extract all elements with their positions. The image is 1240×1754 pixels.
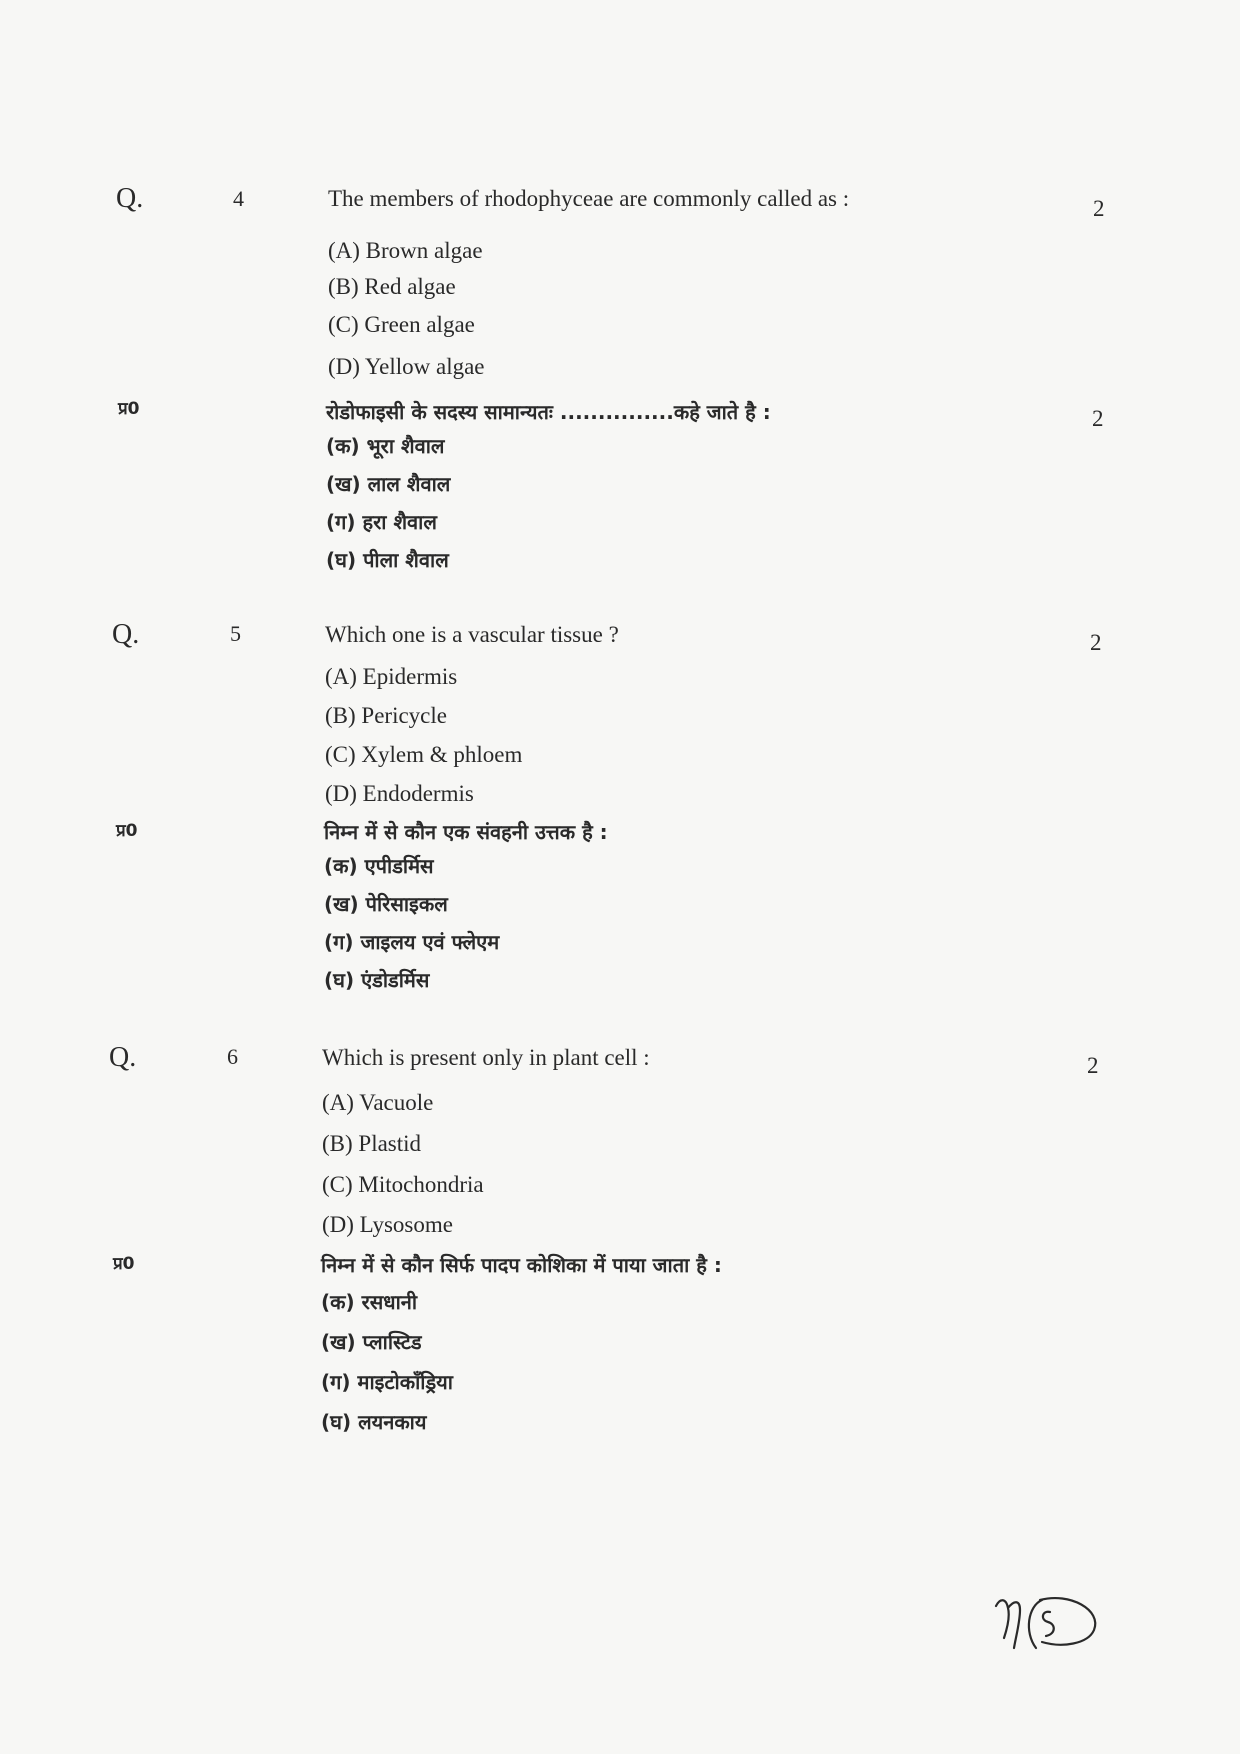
option-ga: (ग) माइटोकॉंड्रिया	[321, 1370, 453, 1394]
option-gha: (घ) लयनकाय	[321, 1410, 427, 1434]
question-text-hi: निम्न में से कौन एक संवहनी उत्तक है :	[324, 820, 608, 844]
question-text-hi: रोडोफाइसी के सदस्य सामान्यतः ...............कहे जाते है :	[326, 400, 771, 424]
option-kha: (ख) लाल शैवाल	[326, 472, 451, 496]
option-ka: (क) एपीडर्मिस	[324, 854, 434, 878]
option-d: (D) Lysosome	[322, 1212, 453, 1237]
options-en	[328, 238, 485, 390]
question-text-en: Which is present only in plant cell :	[322, 1045, 650, 1070]
option-a: (A) Vacuole	[322, 1090, 434, 1115]
option-a: (A) Epidermis	[325, 664, 458, 689]
option-ka: (क) भूरा शैवाल	[326, 434, 445, 458]
question-label-hi: प्र0	[113, 1254, 135, 1274]
question-marks-hi: 2	[1092, 406, 1104, 431]
options-en	[325, 664, 522, 817]
handwritten-page-mark	[990, 1592, 1110, 1662]
question-marks: 2	[1087, 1053, 1099, 1078]
question-text-hi: निम्न में से कौन सिर्फ पादप कोशिका में पाया जाता है :	[321, 1253, 722, 1277]
option-kha: (ख) प्लास्टिड	[321, 1330, 422, 1354]
question-label-hi: प्र0	[118, 399, 140, 419]
option-a: (A) Brown algae	[328, 238, 483, 263]
options-hi	[321, 1288, 453, 1448]
question-label: Q.	[116, 183, 144, 214]
options-hi	[326, 432, 450, 584]
question-number: 5	[230, 621, 241, 646]
option-ka: (क) रसधानी	[321, 1290, 418, 1314]
option-kha: (ख) पेरिसाइकल	[324, 892, 448, 916]
question-number: 4	[233, 186, 244, 211]
question-label: Q.	[109, 1042, 137, 1073]
option-ga: (ग) जाइलय एवं फ्लेएम	[324, 930, 500, 954]
option-ga: (ग) हरा शैवाल	[326, 510, 437, 534]
option-c: (C) Green algae	[328, 312, 475, 337]
option-c: (C) Mitochondria	[322, 1172, 484, 1197]
options-en	[322, 1090, 484, 1248]
option-b: (B) Pericycle	[325, 703, 447, 728]
options-hi	[324, 852, 499, 1004]
option-b: (B) Red algae	[328, 274, 456, 299]
question-marks: 2	[1090, 630, 1102, 655]
option-d: (D) Endodermis	[325, 781, 474, 806]
option-gha: (घ) पीला शैवाल	[326, 548, 449, 572]
question-label: Q.	[112, 619, 140, 650]
option-d: (D) Yellow algae	[328, 354, 485, 379]
question-number: 6	[227, 1044, 238, 1069]
question-label-hi: प्र0	[116, 821, 138, 841]
option-c: (C) Xylem & phloem	[325, 742, 523, 767]
question-marks: 2	[1093, 196, 1105, 221]
question-text-en: Which one is a vascular tissue ?	[325, 622, 619, 647]
option-gha: (घ) एंडोडर्मिस	[324, 968, 430, 992]
option-b: (B) Plastid	[322, 1131, 422, 1156]
question-text-en: The members of rhodophyceae are commonly called as :	[328, 186, 850, 211]
